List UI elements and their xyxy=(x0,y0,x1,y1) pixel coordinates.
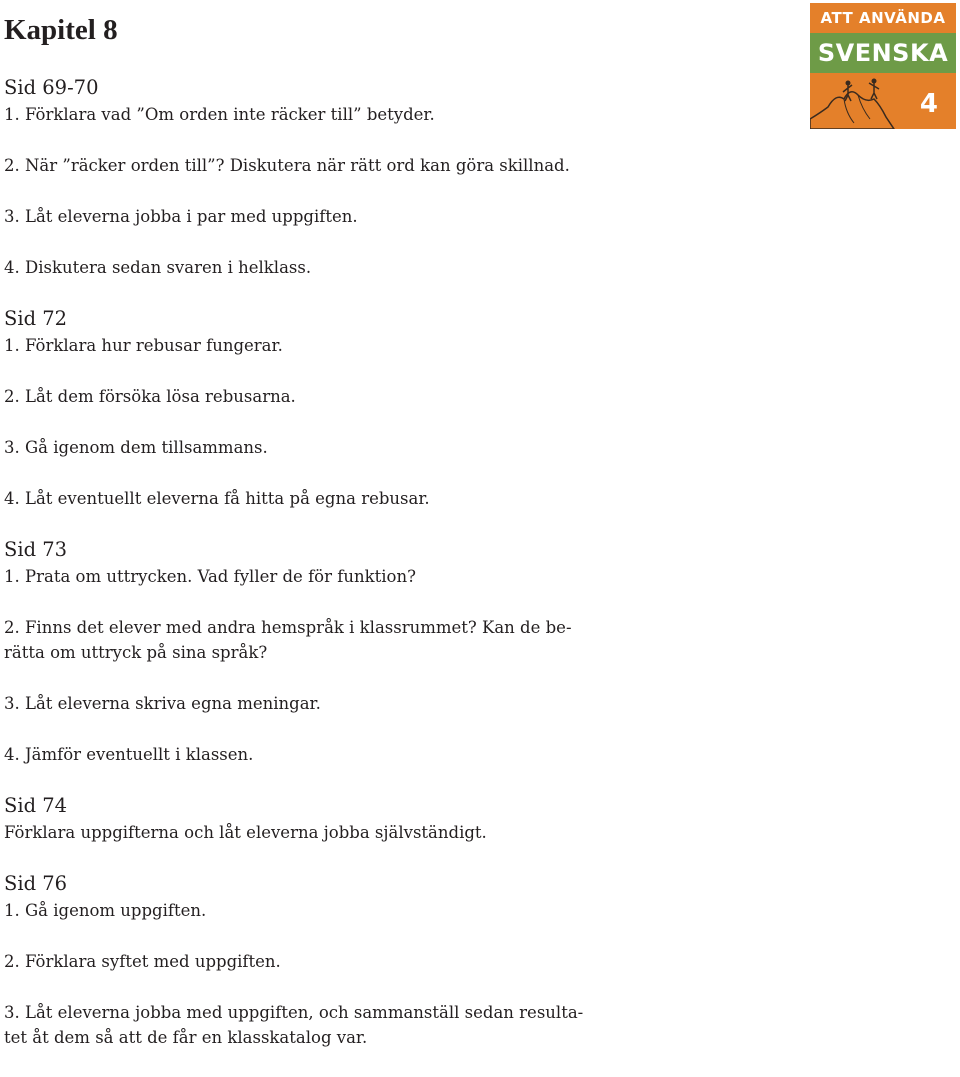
logo-number: 4 xyxy=(919,89,938,119)
section-heading: Sid 72 xyxy=(4,307,68,330)
instruction-item: 1. Förklara vad ”Om orden inte räcker till” betyder. xyxy=(4,105,435,124)
section-heading: Sid 74 xyxy=(4,794,68,817)
page-section xyxy=(4,305,604,511)
page-section xyxy=(4,792,604,845)
chapter-title: Kapitel 8 xyxy=(4,14,118,46)
instruction-item: 2. Låt dem försöka lösa rebusarna. xyxy=(4,387,296,406)
instruction-item: 3. Låt eleverna skriva egna meningar. xyxy=(4,694,321,713)
instruction-item: 4. Diskutera sedan svaren i helklass. xyxy=(4,258,312,277)
instructions-list xyxy=(4,74,604,1050)
instruction-item: 3. Låt eleverna jobba med uppgiften, och sammanställ sedan resulta- tet åt dem så att de får en klasskatalog var. xyxy=(4,1003,584,1047)
instruction-item: 2. När ”räcker orden till”? Diskutera när rätt ord kan göra skillnad. xyxy=(4,156,570,175)
instruction-item: 1. Förklara hur rebusar fungerar. xyxy=(4,336,283,355)
instruction-item: 1. Prata om uttrycken. Vad fyller de för funktion? xyxy=(4,567,416,586)
instruction-item: 2. Finns det elever med andra hemspråk i klassrummet? Kan de be- rätta om uttryck på sina språk? xyxy=(4,618,572,662)
instruction-item: 4. Låt eventuellt eleverna få hitta på egna rebusar. xyxy=(4,489,430,508)
instruction-item: 3. Gå igenom dem tillsammans. xyxy=(4,438,268,457)
instruction-item: 3. Låt eleverna jobba i par med uppgiften. xyxy=(4,207,358,226)
book-logo xyxy=(810,3,956,129)
instruction-item: 2. Förklara syftet med uppgiften. xyxy=(4,952,281,971)
instruction-item: Förklara uppgifterna och låt eleverna jobba självständigt. xyxy=(4,823,487,842)
page-section xyxy=(4,870,604,1050)
page-section xyxy=(4,536,604,767)
page-section xyxy=(4,74,604,280)
logo-line-1: ATT ANVÄNDA xyxy=(810,3,956,33)
instruction-item: 4. Jämför eventuellt i klassen. xyxy=(4,745,254,764)
section-heading: Sid 76 xyxy=(4,872,68,895)
instruction-item: 1. Gå igenom uppgiften. xyxy=(4,901,207,920)
section-heading: Sid 69-70 xyxy=(4,76,99,99)
logo-line-2: SVENSKA xyxy=(810,33,956,73)
section-heading: Sid 73 xyxy=(4,538,68,561)
